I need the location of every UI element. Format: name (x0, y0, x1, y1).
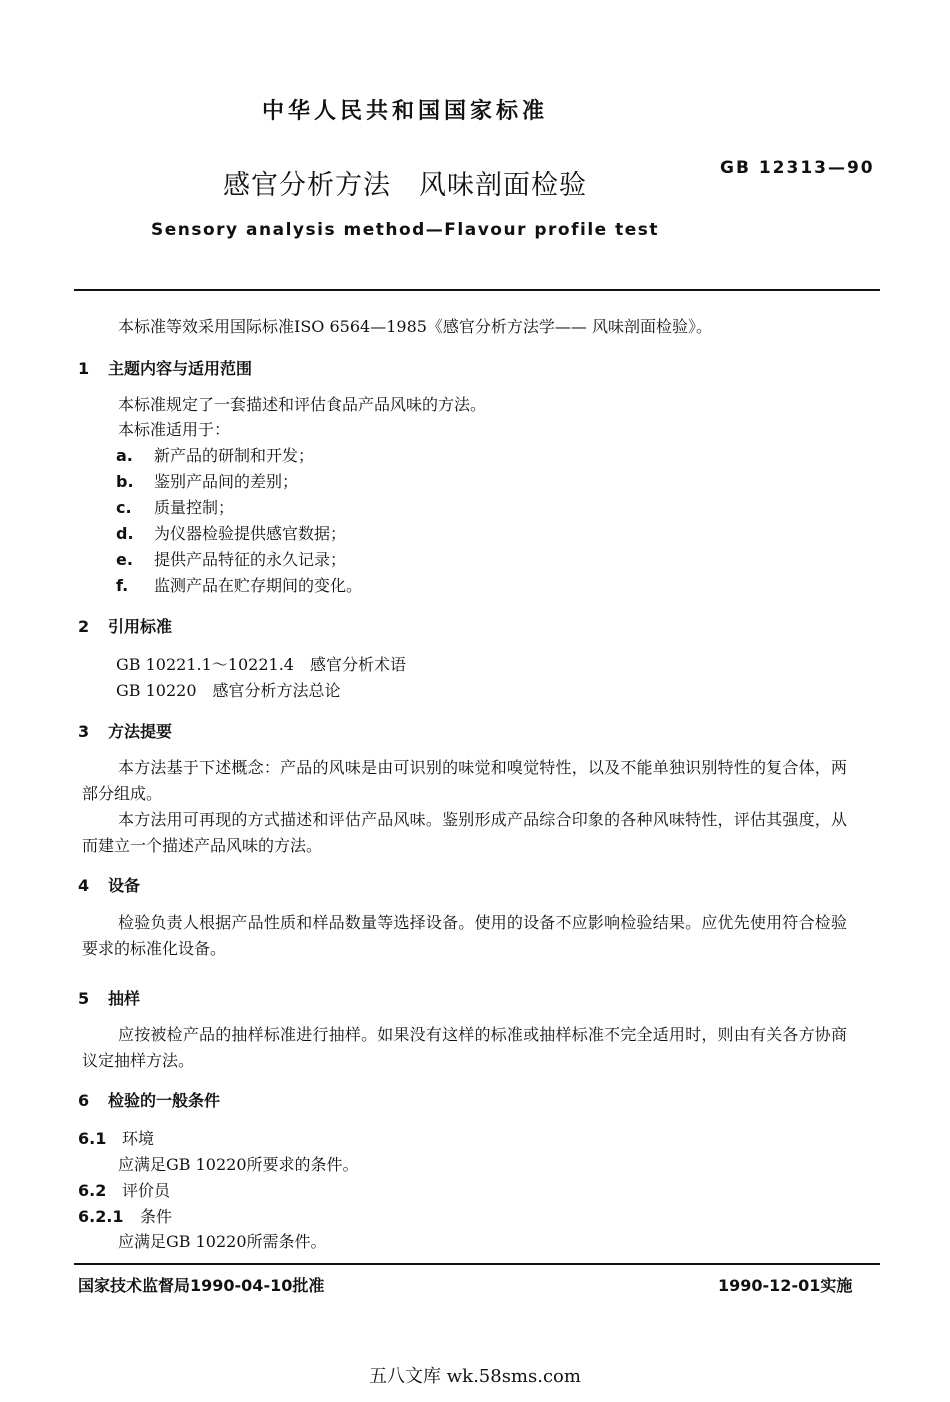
list-item: e. 提供产品特征的永久记录； (116, 550, 347, 569)
intro-text: 本标准等效采用国际标准ISO 6564—1985《感官分析方法学—— 风味剖面检验》。 (118, 317, 713, 336)
subsection-6-2-1-text: 应满足GB 10220所需条件。 (118, 1232, 327, 1251)
subsection-6-1-heading: 6.1 环境 (78, 1129, 155, 1148)
subsection-6-1-text: 应满足GB 10220所要求的条件。 (118, 1155, 359, 1174)
document-title-en: Sensory analysis method—Flavour profile test (150, 220, 660, 240)
section-title: 主题内容与适用范围 (108, 359, 253, 378)
list-item: b. 鉴别产品间的差别； (116, 472, 299, 491)
section-1-para-2: 本标准适用于： (118, 420, 231, 439)
approval-date: 国家技术监督局1990-04-10批准 (78, 1276, 325, 1295)
section-number: 1 (78, 359, 90, 378)
reference-standard: GB 10220 感官分析方法总论 (116, 681, 341, 700)
section-5-heading: 5 抽样 (78, 989, 141, 1008)
footer-rule (74, 1263, 880, 1265)
list-item: c. 质量控制； (116, 498, 235, 517)
section-5-para: 应按被检产品的抽样标准进行抽样。如果没有这样的标准或抽样标准不完全适用时，则由有关各方协商议定抽样方法。 (82, 1025, 847, 1070)
list-item: d. 为仪器检验提供感官数据； (116, 524, 347, 543)
watermark-text: 五八文库 wk.58sms.com (369, 1366, 581, 1387)
section-2-heading: 2 引用标准 (78, 617, 173, 636)
standard-code: GB 12313—90 (720, 158, 875, 178)
section-1-para-1: 本标准规定了一套描述和评估食品产品风味的方法。 (118, 395, 487, 414)
section-4-para: 检验负责人根据产品性质和样品数量等选择设备。使用的设备不应影响检验结果。应优先使用符合检验要求的标准化设备。 (82, 913, 847, 958)
section-6-heading: 6 检验的一般条件 (78, 1091, 221, 1110)
subsection-6-2-1-heading: 6.2.1 条件 (78, 1207, 173, 1226)
list-item: a. 新产品的研制和开发； (116, 446, 315, 465)
section-3-para-2: 本方法用可再现的方式描述和评估产品风味。鉴别形成产品综合印象的各种风味特性，评估其强度，从而建立一个描述产品风味的方法。 (82, 810, 847, 855)
subsection-6-2-heading: 6.2 评价员 (78, 1181, 171, 1200)
section-1-heading (78, 356, 252, 379)
effective-date: 1990-12-01实施 (718, 1276, 853, 1295)
section-3-para-1: 本方法基于下述概念：产品的风味是由可识别的味觉和嗅觉特性，以及不能单独识别特性的复合体，两部分组成。 (82, 758, 847, 803)
section-3-heading: 3 方法提要 (78, 722, 173, 741)
reference-standard: GB 10221.1～10221.4 感官分析术语 (116, 655, 406, 674)
document-title-cn: 感官分析方法 风味剖面检验 (223, 170, 587, 201)
header-rule (74, 289, 880, 291)
issuing-body: 中华人民共和国国家标准 (261, 99, 548, 124)
section-4-heading: 4 设备 (78, 876, 141, 895)
list-item: f. 监测产品在贮存期间的变化。 (116, 576, 363, 595)
